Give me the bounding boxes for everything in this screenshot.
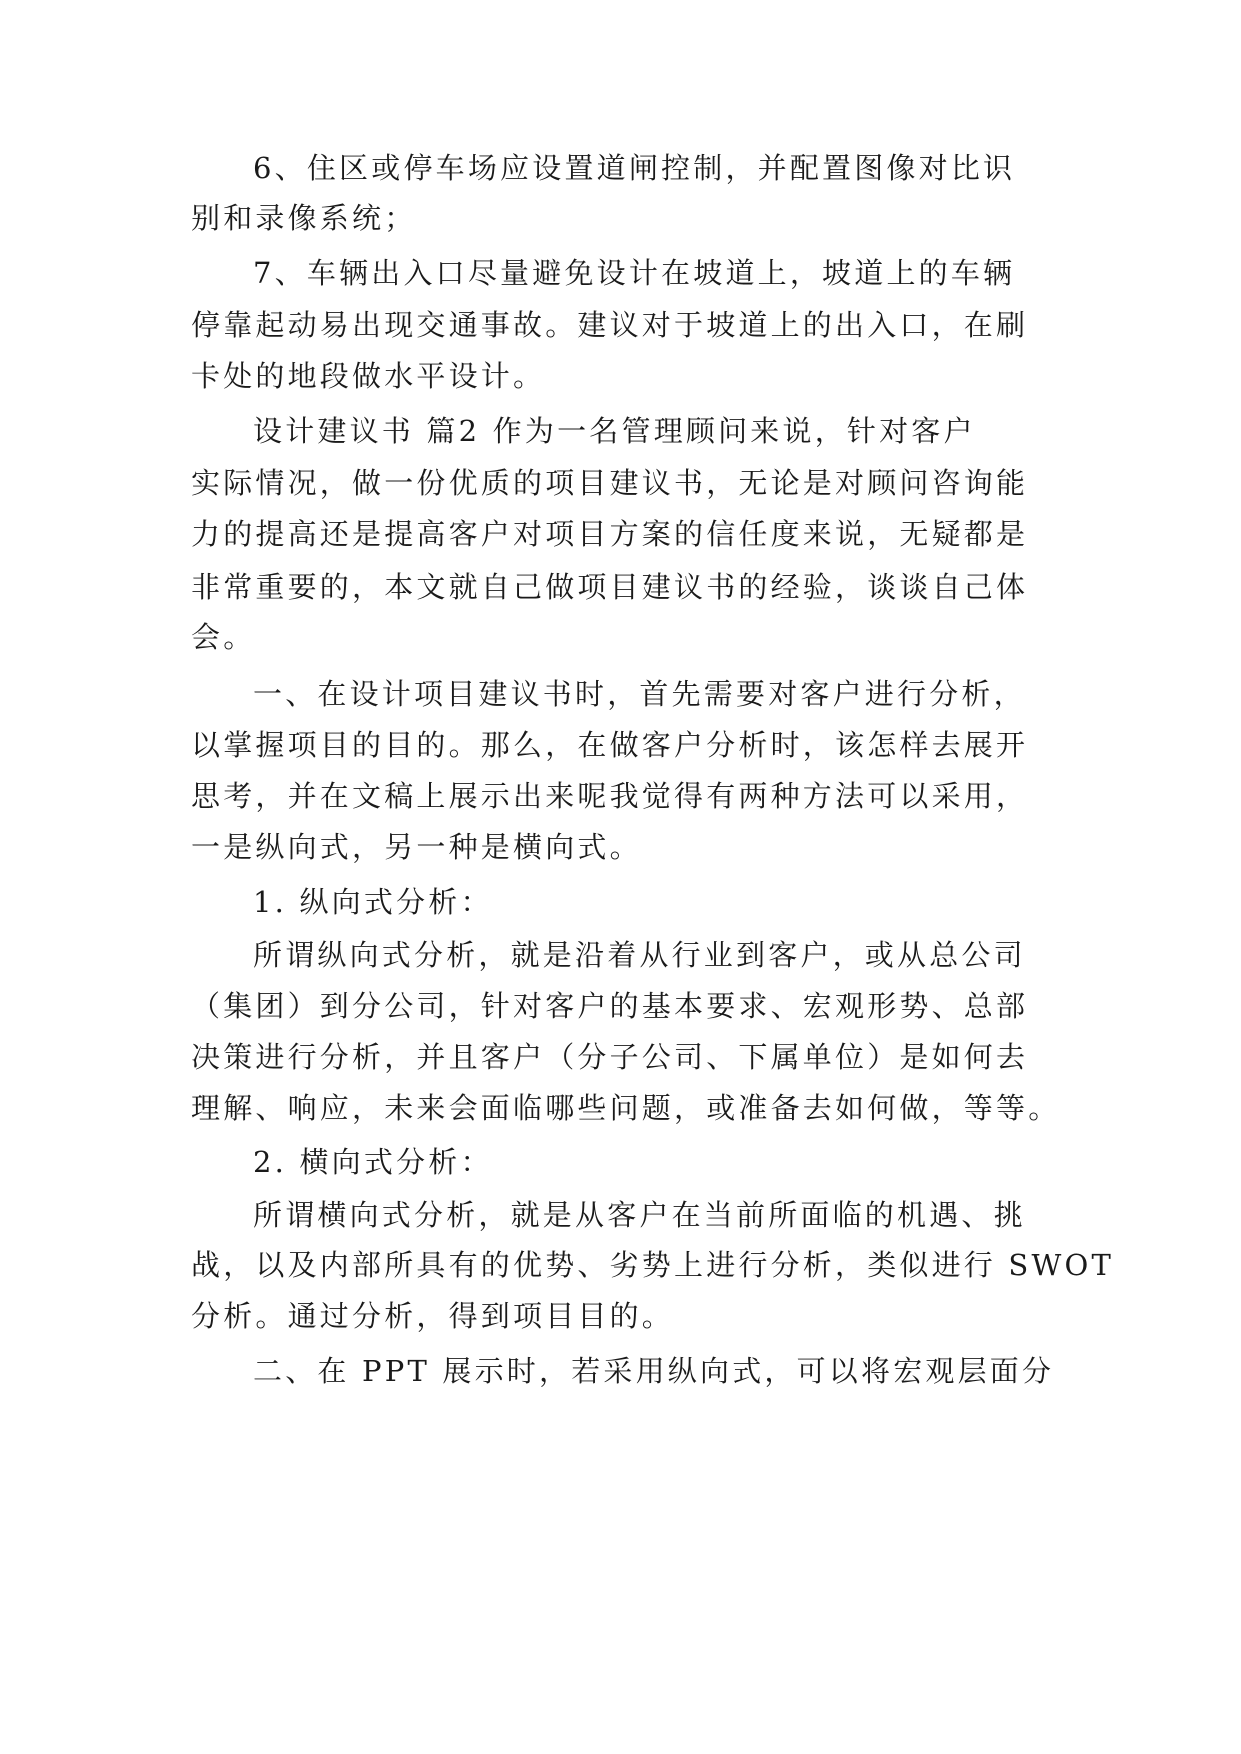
text-line: 以掌握项目的目的。那么，在做客户分析时，该怎样去展开 (191, 728, 1029, 762)
text-line: 卡处的地段做水平设计。 (191, 359, 546, 393)
text-line: 理解、响应，未来会面临哪些问题，或准备去如何做，等等。 (191, 1091, 1061, 1125)
text-line: 决策进行分析，并且客户（分子公司、下属单位）是如何去 (191, 1040, 1029, 1074)
text-line: 实际情况，做一份优质的项目建议书，无论是对顾问咨询能 (191, 466, 1029, 500)
text-line: 停靠起动易出现交通事故。建议对于坡道上的出入口，在刷 (191, 308, 1029, 342)
text-line: 一、在设计项目建议书时，首先需要对客户进行分析， (253, 677, 1026, 711)
text-line: 力的提高还是提高客户对项目方案的信任度来说，无疑都是 (191, 517, 1029, 551)
text-line: （集团）到分公司，针对客户的基本要求、宏观形势、总部 (191, 989, 1029, 1023)
text-line: 6、住区或停车场应设置道闸控制，并配置图像对比识 (253, 151, 1016, 185)
text-line: 所谓横向式分析，就是从客户在当前所面临的机遇、挑 (253, 1198, 1026, 1232)
text-line: 分析。通过分析，得到项目目的。 (191, 1299, 675, 1333)
text-line: 一是纵向式，另一种是横向式。 (191, 830, 642, 864)
text-line: 设计建议书 篇2 作为一名管理顾问来说，针对客户 (253, 414, 976, 448)
text-line: 非常重要的，本文就自己做项目建议书的经验，谈谈自己体 (191, 570, 1029, 604)
text-line: 战，以及内部所具有的优势、劣势上进行分析，类似进行 SWOT (191, 1248, 1115, 1282)
text-line: 所谓纵向式分析，就是沿着从行业到客户，或从总公司 (253, 938, 1026, 972)
text-line: 7、车辆出入口尽量避免设计在坡道上，坡道上的车辆 (253, 256, 1016, 290)
text-line: 思考，并在文稿上展示出来呢我觉得有两种方法可以采用， (191, 779, 1029, 813)
text-line: 会。 (191, 620, 256, 654)
text-line: 二、在 PPT 展示时，若采用纵向式，可以将宏观层面分 (253, 1354, 1055, 1388)
text-line: 别和录像系统； (191, 201, 417, 235)
section-heading: 1. 纵向式分析： (253, 885, 493, 919)
section-heading: 2. 横向式分析： (253, 1145, 493, 1179)
